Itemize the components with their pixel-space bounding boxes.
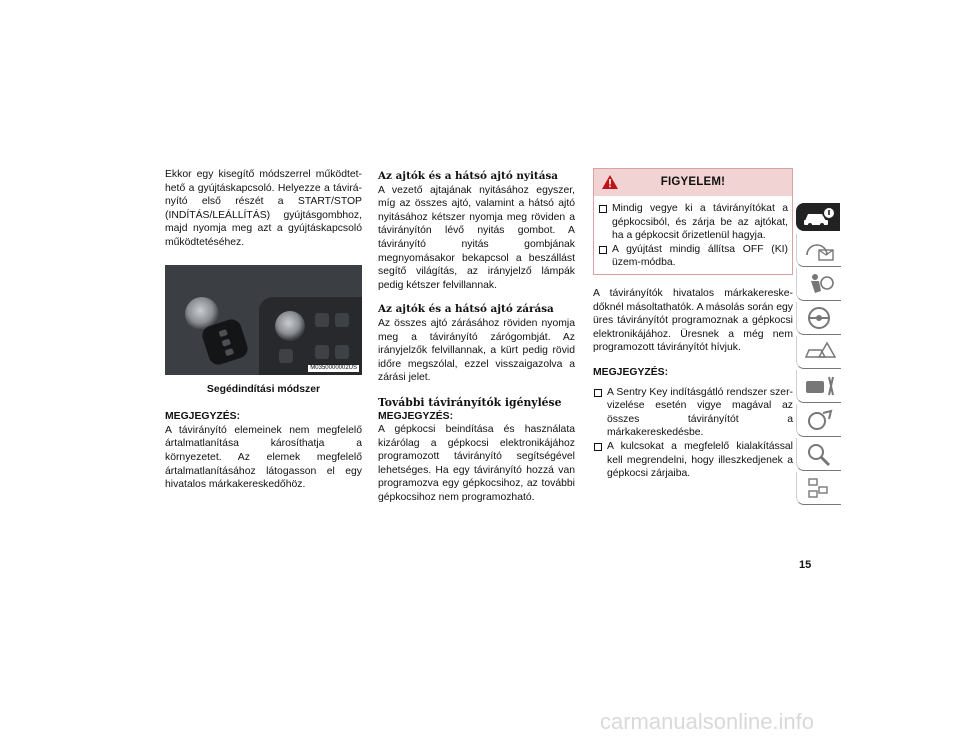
note-label: MEGJEGYZÉS: [378, 410, 454, 422]
warning-triangle-icon [602, 175, 618, 189]
bullet-square-icon [594, 389, 602, 397]
image-code: M0350000002US [310, 364, 357, 371]
service-icon [803, 407, 837, 433]
tab-driving[interactable] [796, 302, 841, 335]
search-icon [803, 441, 837, 467]
car-info-icon [802, 206, 836, 228]
heading-doors-open: Az ajtók és a hátsó ajtó nyitása [378, 170, 559, 182]
tab-car-info[interactable] [796, 203, 840, 231]
image-caption: Segédindítási módszer [206, 383, 321, 395]
heading-doors-lock: Az ajtók és a hátsó ajtó zárása [378, 303, 554, 316]
note-text: A távirányító elemeinek nem megfelelő ártalmatlanítása károsíthatja a környezetet. Az elemek megfelelő ártalmatlanításához látogasson el egy hivatalos márkakereskedőhöz. [165, 424, 362, 491]
warning-title: FIGYELEM! [660, 176, 726, 188]
warning-item: A gyújtást mindig állítsa OFF (KI) üzem-módba. [598, 243, 788, 270]
airbag-safety-icon [803, 271, 837, 297]
bullet-square-icon [599, 205, 607, 213]
paragraph-doors-open: A vezető ajtajának nyitásához egyszer, míg az összes ajtó, valamint a hátsó ajtó nyitásához kétszer nyomja meg röviden a távirányítón lévő nyitás gombot. A távirányító nyitás gombjának megnyomásakor bekapcsol a beszállást segítő világítás, az irányjelző lámpák pedig kétszer felvillannak. [378, 184, 575, 291]
tab-index[interactable] [796, 438, 841, 471]
column-middle [378, 170, 575, 505]
warning-header [594, 169, 792, 196]
column-right [593, 168, 793, 481]
note-item: A kulcsokat a megfelelő kialakítással kell megrendelni, hogy illeszkedjenek a gépkocsi zárjaiba. [593, 440, 793, 481]
car-tools-icon [803, 373, 837, 399]
assisted-start-photo [165, 265, 362, 375]
note-label: MEGJEGYZÉS: [593, 366, 669, 378]
tab-service[interactable] [796, 370, 841, 403]
steering-wheel-icon [803, 305, 837, 331]
tab-emergency[interactable] [796, 336, 841, 369]
switch-panel [259, 297, 362, 375]
warning-box [593, 168, 793, 275]
tab-languages[interactable] [796, 472, 841, 505]
language-icon [803, 475, 837, 501]
note-item: A Sentry Key indításgátló rendszer szer-vizelése esetén vigye magával az összes távirányítót a márkakereskedésbe. [593, 386, 793, 440]
paragraph-doors-lock: Az összes ajtó zárásához röviden nyomja meg a távirányító zárógombját. Az irányjelzők felvillannak, a kürt pedig rövid időre megszólal, ezzel visszaigazolva a zárási jelet. [378, 317, 575, 384]
warning-car-icon [803, 339, 837, 365]
intro-paragraph: Ekkor egy kisegítő módszerrel működtet-hető a gyújtáskapcsoló. Helyezze a távirá-nyító első részét a START/STOP (INDÍTÁS/LEÁLLÍTÁS) gyújtásgombhoz, majd nyomja meg azt a gyújtáskapcsoló működtetéséhez. [165, 169, 362, 248]
tab-dashboard[interactable] [796, 234, 841, 267]
dashboard-envelope-icon [803, 237, 837, 263]
tab-safety[interactable] [796, 268, 841, 301]
warning-item: Mindig vegye ki a távirányítókat a gépkocsiból, és zárja be az ajtókat, ha a gépkocsit őrizetlenül hagyja. [598, 202, 788, 243]
bullet-square-icon [594, 443, 602, 451]
heading-more-fobs: További távirányítók igénylése [378, 395, 562, 409]
paragraph-more-fobs: A gépkocsi beindítása és használata kizárólag a gépkocsi elektronikájához programozott távirányító segítségével lehetséges. Ha egy távirányító hozzá van programozva egy gépkocsihoz, az további gépkocsihoz nem programozható. [378, 424, 575, 504]
tab-maintenance[interactable] [796, 404, 841, 437]
page-number: 15 [799, 559, 812, 571]
note-label: MEGJEGYZÉS: [165, 411, 241, 423]
bullet-square-icon [599, 246, 607, 254]
column-left [165, 168, 362, 492]
paragraph-copies: A távirányítók hivatalos márkakereske-dőknél másoltathatók. A másolás során egy üres távirányítót programoznak a gépkocsi elektronikájához. Üresnek a még nem programozott távirányítót hívjuk. [593, 287, 793, 354]
watermark: carmanualsonline.info [600, 709, 815, 734]
